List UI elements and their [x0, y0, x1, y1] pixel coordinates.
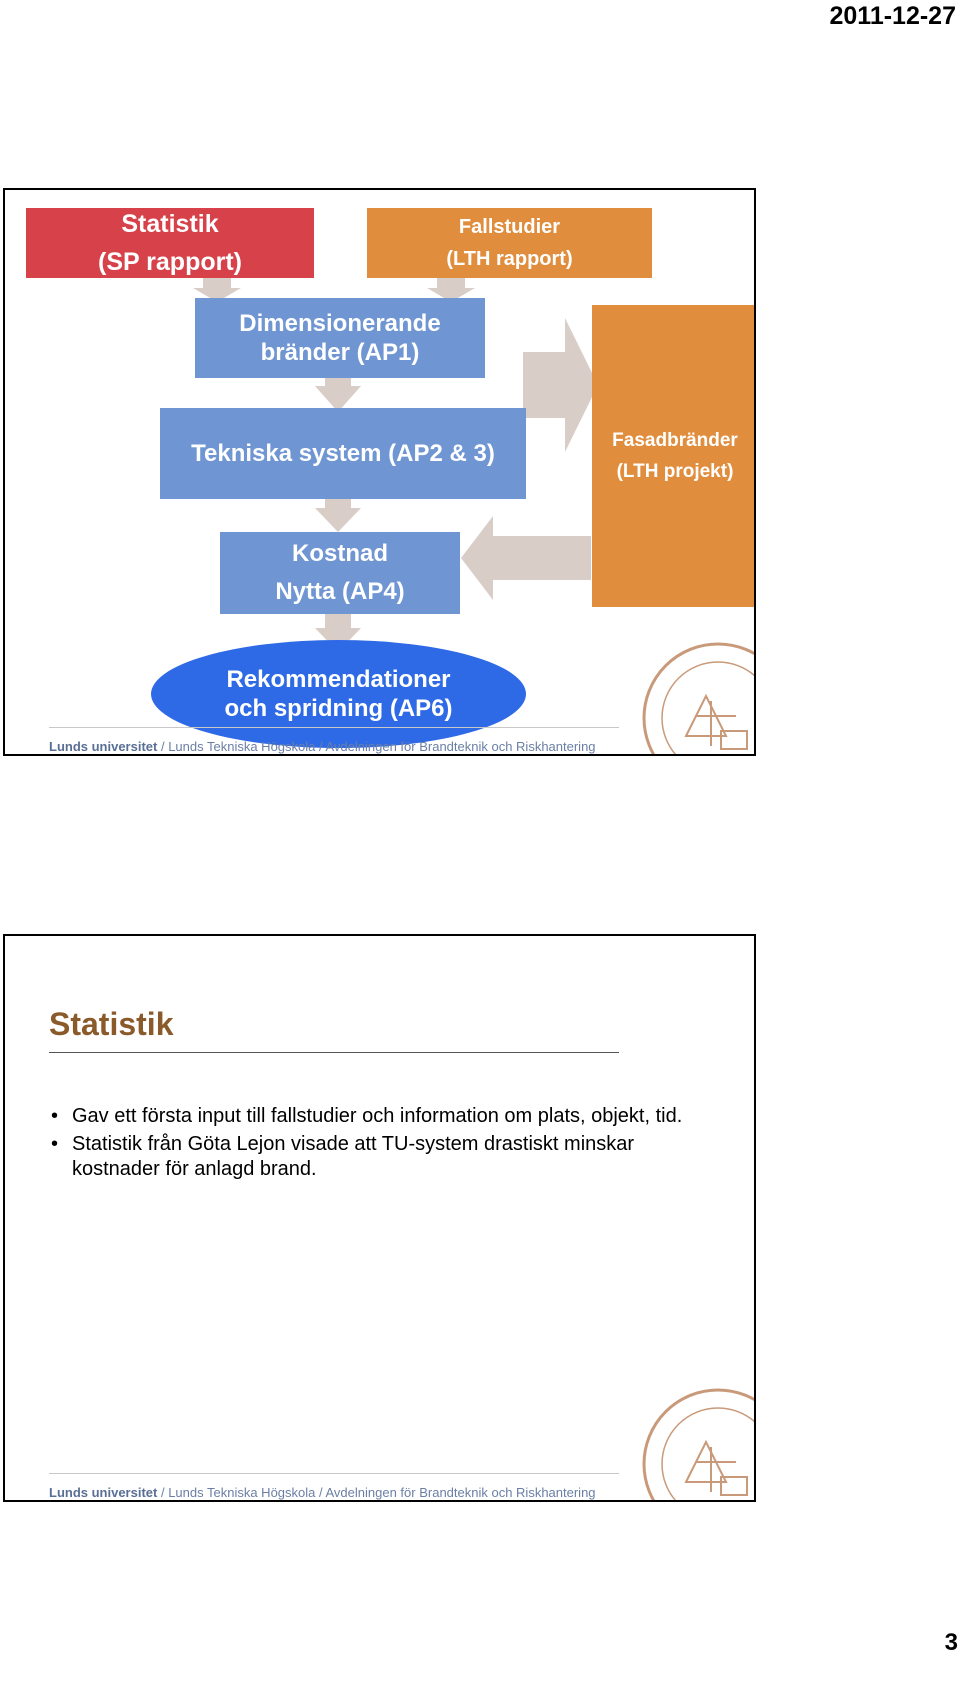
footer-rest: / Lunds Tekniska Högskola / Avdelningen för Brandteknik och Riskhantering [157, 739, 596, 754]
box-kostnad-line1: Kostnad [292, 540, 388, 567]
header-date: 2011-12-27 [829, 2, 956, 30]
bullet-item: • Statistik från Göta Lejon visade att TU-system drastiskt minskar kostnader för anlagd brand. [49, 1132, 689, 1182]
footer-university: Lunds universitet [49, 1485, 158, 1500]
ellipse-line2: och spridning (AP6) [224, 695, 453, 722]
title-underline [49, 1052, 619, 1053]
box-fallstudier [367, 208, 652, 278]
box-kostnad-line2: Nytta (AP4) [275, 578, 405, 605]
ellipse-rekommendationer [151, 640, 526, 748]
footer-university: Lunds universitet [49, 739, 158, 754]
arrow-left-from-fasad [461, 516, 591, 600]
slide-flowchart [3, 188, 756, 756]
university-seal-icon [636, 636, 754, 754]
box-kostnad-nytta [220, 532, 460, 614]
bullet-item: • Gav ett första input till fallstudier och information om plats, objekt, tid. [49, 1104, 689, 1129]
box-statistik-line2: (SP rapport) [98, 248, 242, 276]
arrow-right-to-fasad [523, 318, 598, 452]
box-dimensionerande [195, 298, 485, 378]
footer-divider [49, 727, 619, 728]
box-statistik-line1: Statistik [121, 210, 219, 238]
slide-statistik [3, 934, 756, 1502]
box-tekniska-line1: Tekniska system (AP2 & 3) [191, 439, 495, 467]
bullet-list [49, 1104, 689, 1185]
box-dimensionerande-line1: Dimensionerande [239, 310, 441, 337]
slide-footer [49, 739, 596, 754]
box-fallstudier-line2: (LTH rapport) [446, 248, 573, 270]
slide-footer [49, 1485, 596, 1500]
box-dimensionerande-line2: bränder (AP1) [260, 339, 420, 366]
box-fasad-line2: (LTH projekt) [616, 461, 734, 482]
box-fasad-line1: Fasadbränder [612, 430, 738, 451]
university-seal-icon [636, 1382, 754, 1500]
footer-rest: / Lunds Tekniska Högskola / Avdelningen för Brandteknik och Riskhantering [157, 1485, 596, 1500]
box-fasadbrander [592, 305, 756, 607]
arrow-down-ap1 [315, 374, 361, 412]
footer-divider [49, 1473, 619, 1474]
arrow-down-ap2 [315, 496, 361, 532]
box-statistik [26, 208, 314, 278]
ellipse-line1: Rekommendationer [226, 666, 451, 693]
box-tekniska-system [160, 408, 526, 499]
slide-title: Statistik [49, 1006, 174, 1042]
page-number: 3 [944, 1629, 958, 1656]
box-fallstudier-line1: Fallstudier [458, 216, 561, 238]
